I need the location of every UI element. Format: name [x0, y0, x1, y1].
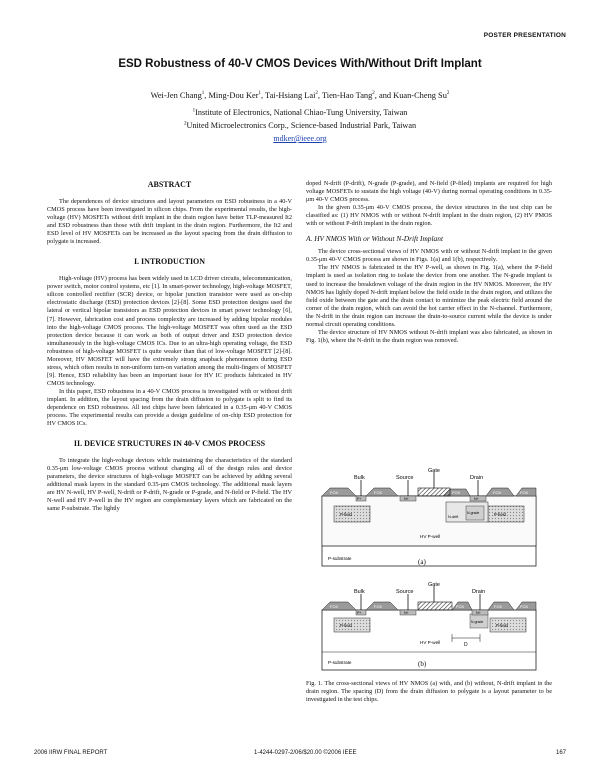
fox-label-2: FOX — [374, 490, 383, 495]
spacing-d-label: D — [464, 642, 468, 648]
n-drift-label: N-drift — [448, 515, 459, 519]
p-plus-label: P+ — [357, 497, 362, 501]
n-grade-label: N-grade — [471, 620, 484, 624]
gate-label: Gate — [428, 468, 440, 474]
p-field-right-label: P-field — [496, 623, 508, 628]
section-2-paragraph-1-continued: doped N-drift (P-drift), N-grade (P-grade), and N-field (P-filed) implants are required for high voltage MOSFETs to sustain the high voltage (40-V) during normal operating conditions in 0.35-μm 40-V CMOS process. — [306, 180, 552, 204]
fox-label-1: FOX — [330, 490, 339, 495]
subsection-a-paragraph-2: The HV NMOS is fabricated in the HV P-well, as shown in Fig. 1(a), where the P-field implant is used as isolation ring to isolate the device from one another. The N-grade implant is used to increase the breakdown voltage of the drain region in the HV NMOS. Moreover, the HV NMOS has lightly doped N-drift implant below the field oxide in the drain region, and utilizes the field oxide between the gate and the drain contact to minimize the peak electric field around the corner of the drain region, which can avoid the hot carrier effect in the N-channel. Furthermore, the N-drift in the drain region can increase the drain-to-source current while the device is under normal circuit operating conditions. — [306, 264, 552, 328]
bulk-label: Bulk — [354, 475, 365, 481]
author-email-link[interactable]: mdker@ieee.org — [273, 134, 327, 143]
hv-pwell-label: HV P-well — [420, 640, 441, 645]
left-column — [47, 180, 292, 514]
poster-presentation-tag: POSTER PRESENTATION — [483, 32, 566, 39]
author-list: Wei-Jen Chang$^1$, Ming-Dou Ker$^1$, Tai-Hsiang Lai$^2$, Tien-Hao Tang$^2$, and Kuan-Cheng Su$^2$ — [150, 91, 450, 100]
gate-label: Gate — [428, 582, 440, 588]
n-plus-drain-label: N+ — [474, 497, 479, 501]
figure-1a-sublabel: (a) — [418, 558, 426, 566]
figure-1-caption: Fig. 1. The cross-sectional views of HV NMOS (a) with, and (b) without, N-drift implant in the drain region. The spacing (D) from the drain diffusion to polygate is a layout parameter to be investigated in the test chips. — [306, 680, 552, 704]
hv-pwell-label: HV P-well — [420, 534, 441, 539]
author-affiliation-sup: 1 — [258, 91, 261, 97]
fox-label-4: FOX — [493, 490, 502, 495]
fox-label-1: FOX — [330, 604, 339, 609]
p-plus-label: P+ — [357, 611, 362, 615]
fox-label-2: FOX — [374, 604, 383, 609]
subsection-a-heading: A. HV NMOS With or Without N-Drift Implant — [306, 234, 444, 244]
author-affiliation-sup: 2 — [446, 91, 450, 97]
source-label: Source — [396, 589, 414, 595]
subsection-a-paragraph-3: The device structure of HV NMOS without N-drift implant was also fabricated, as shown in Fig. 1(b), where the N-drift in the drain region was removed. — [306, 328, 552, 344]
affiliation-1 — [0, 108, 600, 117]
fox-left-outer — [322, 602, 356, 610]
affiliation-1-text: Institute of Electronics, National Chiao-Tung University, Taiwan — [195, 108, 408, 117]
drain-label: Drain — [470, 475, 484, 481]
introduction-paragraph-2: In this paper, ESD robustness in a 40-V CMOS process is investigated with or without drift implant. In addition, the layout spacing from the drain diffusion to polygate is split to find its dependence on ESD robustness. All test chips have been fabricated in a 0.35-μm 40-V CMOS process. The experimental results can provide a design guideline of on-chip ESD protection for HV CMOS ICs. — [47, 387, 292, 428]
section-2-heading: II. DEVICE STRUCTURES IN 40-V CMOS PROCESS — [73, 439, 266, 449]
fox-label-5: FOX — [520, 490, 529, 495]
fox-label-5: FOX — [520, 604, 529, 609]
affiliation-1-sup: 1 — [192, 108, 196, 114]
figure-1b-sublabel: (b) — [418, 660, 427, 668]
abstract-text: The dependences of device structures and layout parameters on ESD robustness in a 40-V CMOS process have been investigated in silicon chips. From the experimental results, the high-voltage (HV) MOSFETs without drift implant in the drain region have better TLP-measured It2 and ESD robustness than those with drift implant in the drain region. Furthermore, the It2 and ESD level of HV MOSFETs can be increased as the layout spacing from the drain diffusion to polygate is increased. — [47, 198, 292, 246]
footer-page-number: 167 — [555, 750, 566, 756]
subsection-a-paragraph-1: The device cross-sectional views of HV NMOS with or without N-drift implant in the given 0.35-μm 40-V CMOS process are shown in Figs. 1(a) and 1(b), respectively. — [306, 248, 552, 264]
author-name: Tai-Hsiang Lai — [265, 91, 316, 100]
n-plus-source-label: N+ — [404, 497, 409, 501]
footer-copyright: 1-4244-0297-2/06/$20.00 ©2006 IEEE — [254, 750, 357, 756]
affiliation-2-text: United Microelectronics Corp., Science-based Industrial Park, Taiwan — [186, 121, 417, 130]
author-affiliation-sup: 1 — [201, 91, 205, 97]
fox-label-4: FOX — [494, 604, 503, 609]
author-affiliation-sup: 2 — [315, 91, 318, 97]
p-field-left-label: P-field — [340, 512, 352, 517]
author-name: Wei-Jen Chang — [150, 91, 202, 100]
paper-title: ESD Robustness of 40-V CMOS Devices With/Without Drift Implant — [118, 58, 482, 70]
bulk-label: Bulk — [354, 589, 365, 595]
introduction-heading: I. INTRODUCTION — [133, 257, 206, 267]
author-name: Ming-Dou Ker — [208, 91, 259, 100]
n-plus-drain-label: N+ — [476, 611, 481, 615]
drain-label: Drain — [472, 589, 486, 595]
footer-report-name: 2006 IIRW FINAL REPORT — [34, 750, 108, 756]
fox-left-outer — [322, 488, 356, 496]
p-field-left-label: P-field — [340, 623, 352, 628]
right-column — [306, 180, 552, 345]
figure-1b-cross-section — [320, 580, 538, 676]
author-affiliation-sup: 2 — [372, 91, 375, 97]
gate-poly — [418, 488, 450, 496]
author-name: Kuan-Cheng Su — [393, 91, 447, 100]
n-plus-source-label: N+ — [404, 611, 409, 615]
p-field-right-label: P-field — [494, 512, 506, 517]
section-2-paragraph-2: In the given 0.35-μm 40-V CMOS process, the device structures in the test chip can be classified as: (1) HV NMOS with or without N-drift implant in the drain region, (2) HV PMOS with or without P-drift implant in the drain region. — [306, 204, 552, 228]
figure-1a-cross-section — [320, 466, 538, 574]
affiliation-2-sup: 2 — [183, 121, 187, 127]
gate-poly — [418, 602, 452, 610]
n-grade-label: N-grade — [467, 511, 480, 515]
author-name: Tien-Hao Tang — [321, 91, 373, 100]
section-2-paragraph-1: To integrate the high-voltage devices while maintaining the characteristics of the standard 0.35-μm low-voltage CMOS process without changing all of the design rules and device parameters, the device structures of high-voltage MOSFET can be achieved by adding several additional mask layers in the standard 0.35-μm CMOS technology. The additional mask layers are HV N-well, HV P-well, N-drift or P-drift, N-grade or P-grade, and N-field or P-field. The HV N-well and HV P-well in the HV region are complementary layers which are fabricated on the same P-substrate. The lightly — [47, 457, 292, 513]
fox-label-3: FOX — [456, 604, 465, 609]
introduction-paragraph-1: High-voltage (HV) process has been widely used in LCD driver circuits, telecommunication, power switch, motor control systems, etc [1]. In smart-power technology, high-voltage MOSFET, silicon controlled rectifier (SCR) device, or bipolar junction transistor were used as on-chip electrostatic discharge (ESD) protection devices [2]-[8]. Some ESD protection designs used the lateral or vertical bipolar transistors as ESD protection devices in smart power technology [6], [7]. However, fabrication cost and process complexity are increased by adding bipolar modules into the high-voltage CMOS process. The high-voltage MOSFET was often used as the ESD protection device because it can work as both of output driver and ESD protection device simultaneously in the high-voltage CMOS ICs. Due to an ultra-high operating voltage, the ESD robustness of high-voltage MOSFET is quite weaker than that of low-voltage MOSFET [2]-[8]. Moreover, HV MOSFET will have the extremely strong snapback phenomenon during ESD stress, which often results in non-uniform turn-on variation among the multi-fingers of MOSFET [9]. Hence, ESD reliability has been an important issue for HV IC products fabricated in HV CMOS technology. — [47, 275, 292, 387]
p-substrate-label: P-substrate — [328, 660, 352, 665]
source-label: Source — [396, 475, 414, 481]
abstract-heading: ABSTRACT — [147, 180, 192, 189]
affiliation-2 — [0, 121, 600, 130]
p-substrate-label: P-substrate — [328, 556, 352, 561]
fox-label-3: FOX — [452, 490, 461, 495]
